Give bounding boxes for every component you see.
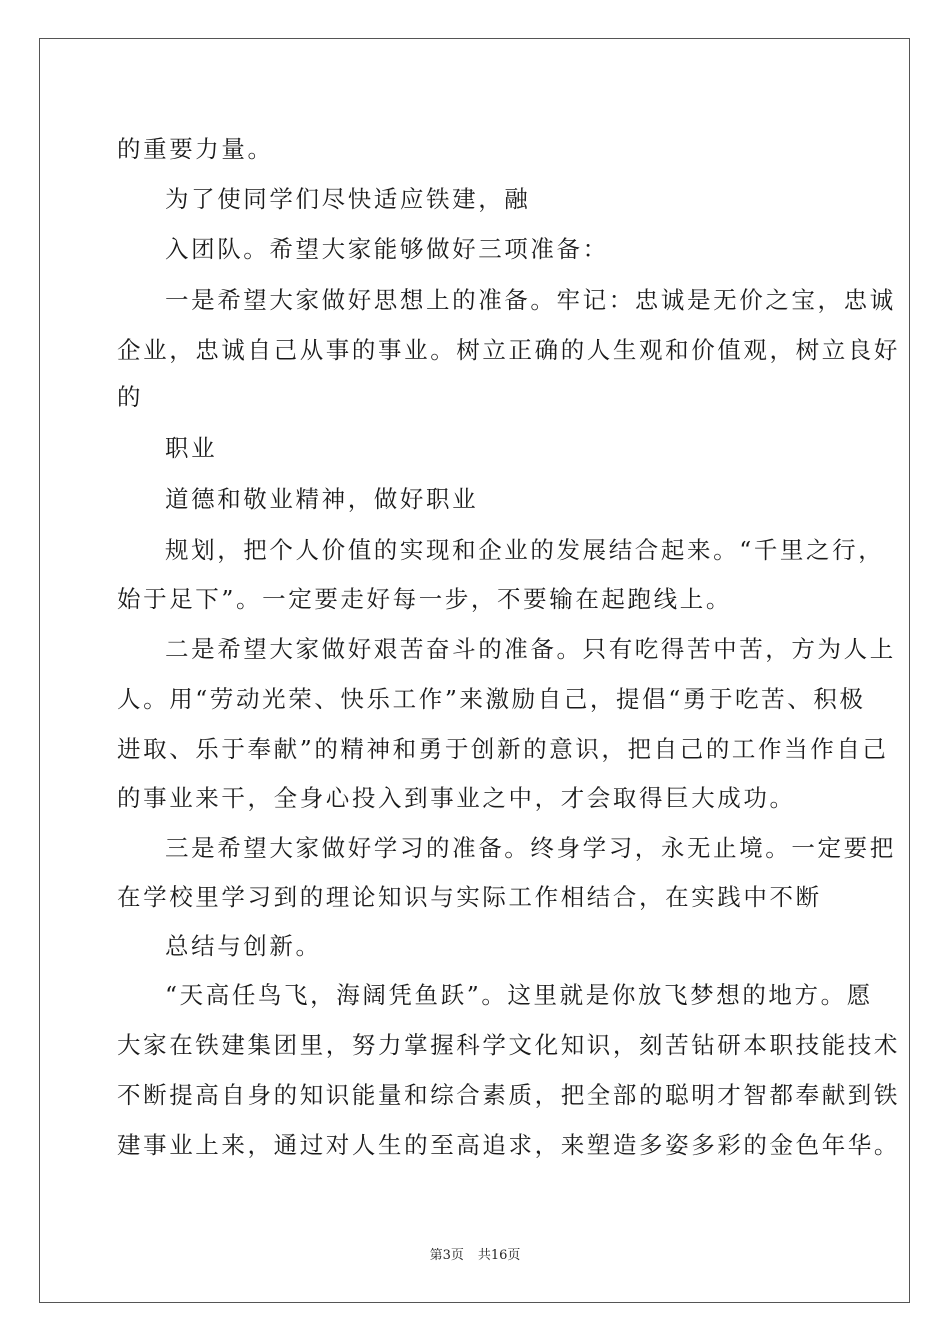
text-line: 入团队。希望大家能够做好三项准备： xyxy=(165,235,609,263)
text-line: 三是希望大家做好学习的准备。终身学习，永无止境。一定要把 xyxy=(165,834,896,862)
text-line: 的事业来干，全身心投入到事业之中，才会取得巨大成功。 xyxy=(117,784,796,812)
text-line: 进取、乐于奉献”的精神和勇于创新的意识，把自己的工作当作自己 xyxy=(117,735,889,763)
text-line: 企业，忠诚自己从事的事业。树立正确的人生观和价值观，树立良好 xyxy=(117,336,900,364)
page-total: 共16页 xyxy=(477,1248,521,1263)
text-line: 职业 xyxy=(165,434,218,462)
text-line: 建事业上来，通过对人生的至高追求，来塑造多姿多彩的金色年华。 xyxy=(117,1131,900,1159)
text-line: 在学校里学习到的理论知识与实际工作相结合，在实践中不断 xyxy=(117,883,822,911)
text-line: 二是希望大家做好艰苦奋斗的准备。只有吃得苦中苦，方为人上 xyxy=(165,635,896,663)
text-line: 不断提高自身的知识能量和综合素质，把全部的聪明才智都奉献到铁 xyxy=(117,1081,900,1109)
text-line: “天高任鸟飞，海阔凭鱼跃”。这里就是你放飞梦想的地方。愿 xyxy=(165,981,873,1009)
text-line: 人。用“劳动光荣、快乐工作”来激励自己，提倡“勇于吃苦、积极 xyxy=(117,685,866,713)
text-line: 总结与创新。 xyxy=(165,932,322,960)
page-number: 第3页 xyxy=(429,1248,464,1263)
text-line: 一是希望大家做好思想上的准备。牢记：忠诚是无价之宝，忠诚 xyxy=(165,286,896,314)
page-footer xyxy=(0,1248,950,1264)
text-line: 的重要力量。 xyxy=(117,135,274,163)
text-line: 为了使同学们尽快适应铁建，融 xyxy=(165,185,531,213)
text-line: 道德和敬业精神，做好职业 xyxy=(165,485,479,513)
text-line: 的 xyxy=(117,383,144,411)
text-line: 规划，把个人价值的实现和企业的发展结合起来。“千里之行， xyxy=(165,536,885,564)
page-border xyxy=(39,38,910,1303)
text-line: 始于足下”。一定要走好每一步，不要输在起跑线上。 xyxy=(117,585,732,613)
text-line: 大家在铁建集团里，努力掌握科学文化知识，刻苦钻研本职技能技术 xyxy=(117,1031,900,1059)
